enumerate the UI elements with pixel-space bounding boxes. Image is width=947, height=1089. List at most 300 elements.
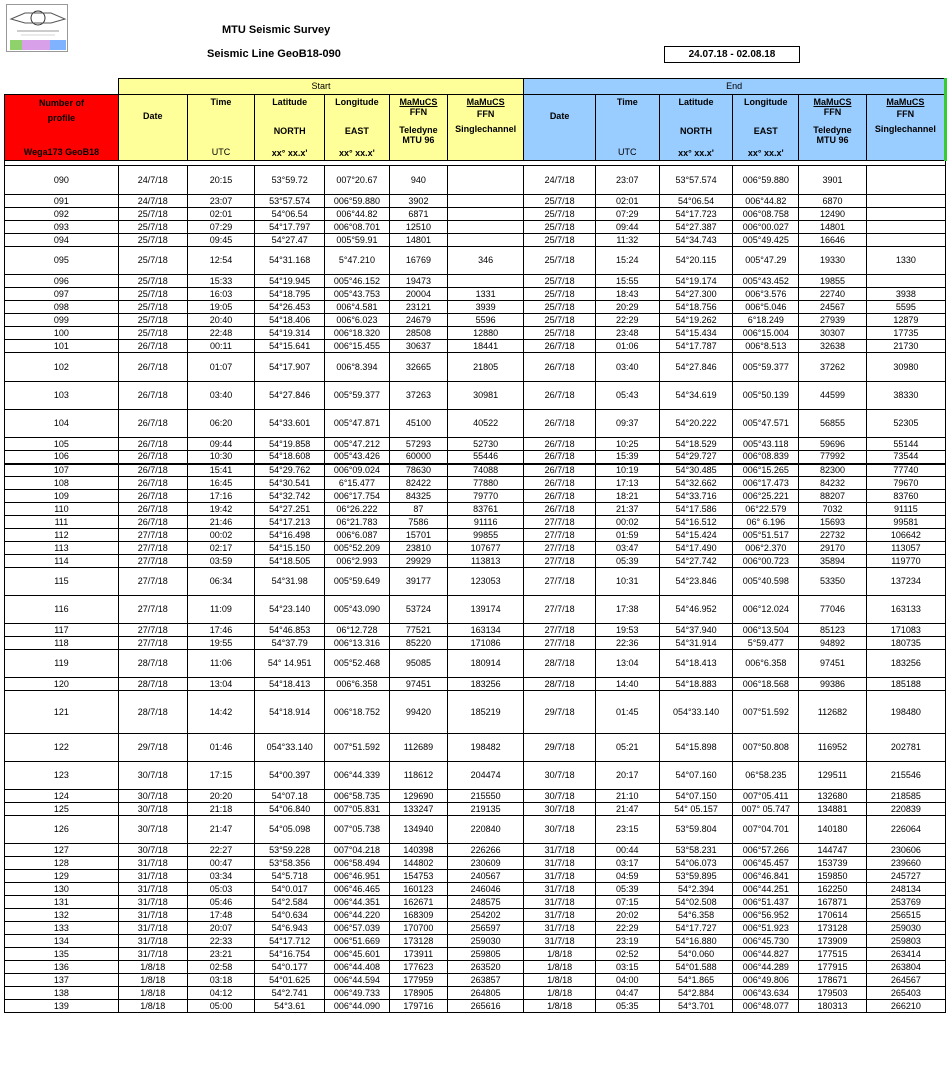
start-latitude-cell: 54°32.742 xyxy=(255,490,325,503)
end-date-cell: 28/7/18 xyxy=(524,650,596,678)
table-row xyxy=(5,922,946,935)
end-date-cell: 27/7/18 xyxy=(524,568,596,596)
end-singlechannel-count-cell: 30980 xyxy=(866,353,945,382)
start-latitude-cell: 54°0.634 xyxy=(255,909,325,922)
end-date-cell: 29/7/18 xyxy=(524,734,596,762)
start-date-cell: 26/7/18 xyxy=(118,340,187,353)
end-time-cell: 00:02 xyxy=(595,516,659,529)
end-date-cell: 24/7/18 xyxy=(524,166,596,195)
start-longitude-cell: 006°44.090 xyxy=(325,1000,390,1013)
end-mtu-count-cell: 153739 xyxy=(799,857,867,870)
end-time-cell: 10:25 xyxy=(595,438,659,451)
table-row xyxy=(5,568,946,596)
start-latitude-cell: 53°59.228 xyxy=(255,844,325,857)
start-latitude-cell: 54°18.795 xyxy=(255,288,325,301)
start-singlechannel-count-cell: 220840 xyxy=(448,816,524,844)
start-singlechannel-count-cell: 12880 xyxy=(448,327,524,340)
end-section-header: End xyxy=(524,79,946,95)
start-date-cell: 26/7/18 xyxy=(118,516,187,529)
start-time-cell: 03:40 xyxy=(187,382,255,410)
start-time-cell: 15:41 xyxy=(187,464,255,477)
start-date-cell: 26/7/18 xyxy=(118,477,187,490)
start-singlechannel-count-cell: 198482 xyxy=(448,734,524,762)
end-mtu-count-cell: 162250 xyxy=(799,883,867,896)
table-row xyxy=(5,438,946,451)
end-mtu-count-cell: 22732 xyxy=(799,529,867,542)
start-mtu-count-cell: 177959 xyxy=(389,974,447,987)
profile-number-cell: 111 xyxy=(5,516,119,529)
start-longitude-cell: 006°18.320 xyxy=(325,327,390,340)
start-time-cell: 04:12 xyxy=(187,987,255,1000)
end-time-cell: 18:21 xyxy=(595,490,659,503)
start-longitude-cell: 006°09.024 xyxy=(325,464,390,477)
start-singlechannel-count-cell: 265616 xyxy=(448,1000,524,1013)
table-row xyxy=(5,340,946,353)
end-date-cell: 27/7/18 xyxy=(524,637,596,650)
profile-number-cell: 122 xyxy=(5,734,119,762)
table-row xyxy=(5,762,946,790)
start-mtu-count-cell: 173128 xyxy=(389,935,447,948)
start-date-cell: 26/7/18 xyxy=(118,410,187,438)
start-singlechannel-count-cell: 1331 xyxy=(448,288,524,301)
end-time-cell: 03:17 xyxy=(595,857,659,870)
end-date-cell: 30/7/18 xyxy=(524,803,596,816)
start-time-cell: 06:20 xyxy=(187,410,255,438)
end-date-cell: 26/7/18 xyxy=(524,438,596,451)
profile-number-cell: 105 xyxy=(5,438,119,451)
start-mtu-count-cell: 20004 xyxy=(389,288,447,301)
institute-logo xyxy=(6,4,68,52)
start-mtu-count-cell: 12510 xyxy=(389,221,447,234)
start-singlechannel-count-cell: 240567 xyxy=(448,870,524,883)
table-row xyxy=(5,555,946,568)
start-longitude-cell: 006°44.339 xyxy=(325,762,390,790)
end-singlechannel-count-cell: 77740 xyxy=(866,464,945,477)
end-latitude-cell: 54°29.727 xyxy=(659,451,733,464)
start-singlechannel-count-cell: 226266 xyxy=(448,844,524,857)
start-singlechannel-count-cell: 230609 xyxy=(448,857,524,870)
start-date-cell: 30/7/18 xyxy=(118,790,187,803)
end-singlechannel-count-cell: 259803 xyxy=(866,935,945,948)
start-time-cell: 00:11 xyxy=(187,340,255,353)
start-date-cell: 28/7/18 xyxy=(118,650,187,678)
end-singlechannel-count-cell xyxy=(866,208,945,221)
start-date-cell: 1/8/18 xyxy=(118,974,187,987)
start-longitude-cell: 006°08.701 xyxy=(325,221,390,234)
header-end-latitude: Latitude NORTH xx° xx.x' xyxy=(659,95,733,161)
start-latitude-cell: 54°19.314 xyxy=(255,327,325,340)
end-singlechannel-count-cell: 180735 xyxy=(866,637,945,650)
start-time-cell: 20:20 xyxy=(187,790,255,803)
table-row xyxy=(5,490,946,503)
end-time-cell: 01:45 xyxy=(595,691,659,734)
end-singlechannel-count-cell: 171083 xyxy=(866,624,945,637)
table-row xyxy=(5,678,946,691)
end-mtu-count-cell: 22740 xyxy=(799,288,867,301)
profile-number-cell: 106 xyxy=(5,451,119,464)
start-longitude-cell: 007°20.67 xyxy=(325,166,390,195)
end-longitude-cell: 005°50.139 xyxy=(733,382,799,410)
table-row xyxy=(5,1000,946,1013)
table-row xyxy=(5,844,946,857)
profile-number-cell: 124 xyxy=(5,790,119,803)
table-row xyxy=(5,208,946,221)
start-longitude-cell: 006°13.316 xyxy=(325,637,390,650)
start-time-cell: 01:46 xyxy=(187,734,255,762)
table-row xyxy=(5,529,946,542)
end-time-cell: 10:31 xyxy=(595,568,659,596)
end-longitude-cell: 006°44.251 xyxy=(733,883,799,896)
start-longitude-cell: 006°44.408 xyxy=(325,961,390,974)
start-time-cell: 05:00 xyxy=(187,1000,255,1013)
start-latitude-cell: 54°18.608 xyxy=(255,451,325,464)
end-latitude-cell: 54°06.54 xyxy=(659,195,733,208)
end-singlechannel-count-cell: 239660 xyxy=(866,857,945,870)
corner-blank xyxy=(5,79,119,95)
start-latitude-cell: 54°31.98 xyxy=(255,568,325,596)
start-date-cell: 27/7/18 xyxy=(118,529,187,542)
start-singlechannel-count-cell xyxy=(448,234,524,247)
start-date-cell: 27/7/18 xyxy=(118,555,187,568)
end-longitude-cell: 006°44.827 xyxy=(733,948,799,961)
end-longitude-cell: 006°17.473 xyxy=(733,477,799,490)
end-latitude-cell: 54°18.756 xyxy=(659,301,733,314)
start-longitude-cell: 06°26.222 xyxy=(325,503,390,516)
start-longitude-cell: 006°45.601 xyxy=(325,948,390,961)
end-time-cell: 15:55 xyxy=(595,275,659,288)
end-longitude-cell: 006°00.027 xyxy=(733,221,799,234)
end-singlechannel-count-cell: 215546 xyxy=(866,762,945,790)
end-date-cell: 27/7/18 xyxy=(524,529,596,542)
start-mtu-count-cell: 177623 xyxy=(389,961,447,974)
header-end-time: Time UTC xyxy=(595,95,659,161)
end-date-cell: 25/7/18 xyxy=(524,275,596,288)
end-date-cell: 26/7/18 xyxy=(524,353,596,382)
start-latitude-cell: 53°59.72 xyxy=(255,166,325,195)
start-date-cell: 26/7/18 xyxy=(118,503,187,516)
end-singlechannel-count-cell: 263414 xyxy=(866,948,945,961)
end-date-cell: 26/7/18 xyxy=(524,464,596,477)
profile-number-cell: 096 xyxy=(5,275,119,288)
start-mtu-count-cell: 134940 xyxy=(389,816,447,844)
start-longitude-cell: 6°15.477 xyxy=(325,477,390,490)
table-row xyxy=(5,477,946,490)
end-time-cell: 23:15 xyxy=(595,816,659,844)
start-singlechannel-count-cell: 79770 xyxy=(448,490,524,503)
start-date-cell: 31/7/18 xyxy=(118,870,187,883)
start-mtu-count-cell: 173911 xyxy=(389,948,447,961)
start-time-cell: 03:34 xyxy=(187,870,255,883)
start-latitude-cell: 54°16.754 xyxy=(255,948,325,961)
start-mtu-count-cell: 30637 xyxy=(389,340,447,353)
end-time-cell: 23:48 xyxy=(595,327,659,340)
end-time-cell: 05:39 xyxy=(595,555,659,568)
profile-number-cell: 091 xyxy=(5,195,119,208)
end-latitude-cell: 54°20.115 xyxy=(659,247,733,275)
end-longitude-cell: 06°22.579 xyxy=(733,503,799,516)
start-time-cell: 00:02 xyxy=(187,529,255,542)
start-mtu-count-cell: 160123 xyxy=(389,883,447,896)
start-latitude-cell: 54°19.858 xyxy=(255,438,325,451)
table-row xyxy=(5,987,946,1000)
start-latitude-cell: 54°37.79 xyxy=(255,637,325,650)
start-time-cell: 09:45 xyxy=(187,234,255,247)
end-time-cell: 11:32 xyxy=(595,234,659,247)
start-time-cell: 17:46 xyxy=(187,624,255,637)
start-date-cell: 30/7/18 xyxy=(118,762,187,790)
end-mtu-count-cell: 16646 xyxy=(799,234,867,247)
end-latitude-cell: 54°16.512 xyxy=(659,516,733,529)
start-longitude-cell: 006°2.993 xyxy=(325,555,390,568)
header-start-time: Time UTC xyxy=(187,95,255,161)
start-latitude-cell: 54°26.453 xyxy=(255,301,325,314)
end-date-cell: 25/7/18 xyxy=(524,288,596,301)
start-latitude-cell: 53°57.574 xyxy=(255,195,325,208)
start-date-cell: 30/7/18 xyxy=(118,844,187,857)
end-time-cell: 15:39 xyxy=(595,451,659,464)
end-time-cell: 21:47 xyxy=(595,803,659,816)
end-latitude-cell: 54°18.413 xyxy=(659,650,733,678)
start-latitude-cell: 54°33.601 xyxy=(255,410,325,438)
start-latitude-cell: 54°5.718 xyxy=(255,870,325,883)
start-time-cell: 22:33 xyxy=(187,935,255,948)
end-longitude-cell: 06°58.235 xyxy=(733,762,799,790)
end-singlechannel-count-cell: 3938 xyxy=(866,288,945,301)
end-time-cell: 01:59 xyxy=(595,529,659,542)
start-time-cell: 20:07 xyxy=(187,922,255,935)
header-start-singlechannel: MaMuCS FFN Singlechannel xyxy=(448,95,524,161)
start-singlechannel-count-cell xyxy=(448,208,524,221)
profile-number-cell: 109 xyxy=(5,490,119,503)
end-date-cell: 30/7/18 xyxy=(524,790,596,803)
end-latitude-cell: 54°01.588 xyxy=(659,961,733,974)
start-singlechannel-count-cell: 204474 xyxy=(448,762,524,790)
end-time-cell: 23:07 xyxy=(595,166,659,195)
start-latitude-cell: 54°18.413 xyxy=(255,678,325,691)
profile-number-cell: 132 xyxy=(5,909,119,922)
start-mtu-count-cell: 154753 xyxy=(389,870,447,883)
start-time-cell: 03:59 xyxy=(187,555,255,568)
end-longitude-cell: 006°6.358 xyxy=(733,650,799,678)
end-longitude-cell: 006°43.634 xyxy=(733,987,799,1000)
end-singlechannel-count-cell: 265403 xyxy=(866,987,945,1000)
end-date-cell: 25/7/18 xyxy=(524,301,596,314)
end-date-cell: 31/7/18 xyxy=(524,857,596,870)
end-time-cell: 22:29 xyxy=(595,922,659,935)
end-longitude-cell: 5°59.477 xyxy=(733,637,799,650)
profile-number-cell: 136 xyxy=(5,961,119,974)
start-singlechannel-count-cell: 113813 xyxy=(448,555,524,568)
end-latitude-cell: 54°18.883 xyxy=(659,678,733,691)
end-date-cell: 31/7/18 xyxy=(524,883,596,896)
end-singlechannel-count-cell: 55144 xyxy=(866,438,945,451)
start-latitude-cell: 54°30.541 xyxy=(255,477,325,490)
end-latitude-cell: 54°17.586 xyxy=(659,503,733,516)
end-date-cell: 1/8/18 xyxy=(524,987,596,1000)
start-date-cell: 26/7/18 xyxy=(118,353,187,382)
end-latitude-cell: 54°15.434 xyxy=(659,327,733,340)
profile-number-cell: 095 xyxy=(5,247,119,275)
start-mtu-count-cell: 97451 xyxy=(389,678,447,691)
profile-number-cell: 127 xyxy=(5,844,119,857)
start-mtu-count-cell: 19473 xyxy=(389,275,447,288)
end-singlechannel-count-cell: 202781 xyxy=(866,734,945,762)
end-latitude-cell: 54°31.914 xyxy=(659,637,733,650)
start-date-cell: 31/7/18 xyxy=(118,935,187,948)
start-time-cell: 12:54 xyxy=(187,247,255,275)
end-latitude-cell: 54°30.485 xyxy=(659,464,733,477)
end-mtu-count-cell: 116952 xyxy=(799,734,867,762)
profile-number-cell: 118 xyxy=(5,637,119,650)
start-longitude-cell: 005°59.377 xyxy=(325,382,390,410)
start-date-cell: 1/8/18 xyxy=(118,1000,187,1013)
end-time-cell: 09:44 xyxy=(595,221,659,234)
start-date-cell: 31/7/18 xyxy=(118,883,187,896)
end-time-cell: 02:52 xyxy=(595,948,659,961)
start-singlechannel-count-cell: 40522 xyxy=(448,410,524,438)
end-longitude-cell: 005°59.377 xyxy=(733,353,799,382)
start-singlechannel-count-cell: 99855 xyxy=(448,529,524,542)
end-longitude-cell: 007°50.808 xyxy=(733,734,799,762)
start-time-cell: 05:03 xyxy=(187,883,255,896)
start-mtu-count-cell: 7586 xyxy=(389,516,447,529)
end-mtu-count-cell: 173128 xyxy=(799,922,867,935)
end-mtu-count-cell: 12490 xyxy=(799,208,867,221)
start-singlechannel-count-cell xyxy=(448,195,524,208)
start-longitude-cell: 007°05.831 xyxy=(325,803,390,816)
end-mtu-count-cell: 134881 xyxy=(799,803,867,816)
start-longitude-cell: 5°47.210 xyxy=(325,247,390,275)
end-latitude-cell: 54°27.387 xyxy=(659,221,733,234)
end-latitude-cell: 53°59.895 xyxy=(659,870,733,883)
end-singlechannel-count-cell: 218585 xyxy=(866,790,945,803)
end-longitude-cell: 006°2.370 xyxy=(733,542,799,555)
end-singlechannel-count-cell: 198480 xyxy=(866,691,945,734)
end-singlechannel-count-cell: 230606 xyxy=(866,844,945,857)
start-latitude-cell: 54°29.762 xyxy=(255,464,325,477)
end-singlechannel-count-cell: 12879 xyxy=(866,314,945,327)
page-subtitle: Seismic Line GeoB18-090 xyxy=(207,48,341,60)
start-mtu-count-cell: 133247 xyxy=(389,803,447,816)
table-row xyxy=(5,288,946,301)
start-mtu-count-cell: 170700 xyxy=(389,922,447,935)
end-mtu-count-cell: 77992 xyxy=(799,451,867,464)
start-date-cell: 30/7/18 xyxy=(118,816,187,844)
start-longitude-cell: 005°59.649 xyxy=(325,568,390,596)
profile-number-cell: 120 xyxy=(5,678,119,691)
end-latitude-cell: 54°07.150 xyxy=(659,790,733,803)
start-mtu-count-cell: 14801 xyxy=(389,234,447,247)
end-time-cell: 20:02 xyxy=(595,909,659,922)
profile-number-cell: 129 xyxy=(5,870,119,883)
start-mtu-count-cell: 140398 xyxy=(389,844,447,857)
start-singlechannel-count-cell: 219135 xyxy=(448,803,524,816)
profile-number-cell: 100 xyxy=(5,327,119,340)
end-time-cell: 15:24 xyxy=(595,247,659,275)
start-longitude-cell: 006°58.494 xyxy=(325,857,390,870)
table-row xyxy=(5,624,946,637)
start-longitude-cell: 005°43.090 xyxy=(325,596,390,624)
start-singlechannel-count-cell: 83761 xyxy=(448,503,524,516)
table-row xyxy=(5,353,946,382)
end-latitude-cell: 54°06.073 xyxy=(659,857,733,870)
end-longitude-cell: 007°04.701 xyxy=(733,816,799,844)
profile-number-cell: 112 xyxy=(5,529,119,542)
end-mtu-count-cell: 32638 xyxy=(799,340,867,353)
end-longitude-cell: 006°46.841 xyxy=(733,870,799,883)
end-longitude-cell: 006°57.266 xyxy=(733,844,799,857)
end-date-cell: 26/7/18 xyxy=(524,340,596,353)
end-mtu-count-cell: 24567 xyxy=(799,301,867,314)
start-latitude-cell: 54°00.397 xyxy=(255,762,325,790)
start-latitude-cell: 54°3.61 xyxy=(255,1000,325,1013)
start-time-cell: 13:04 xyxy=(187,678,255,691)
start-date-cell: 24/7/18 xyxy=(118,195,187,208)
end-time-cell: 05:21 xyxy=(595,734,659,762)
end-latitude-cell: 54°19.174 xyxy=(659,275,733,288)
table-row xyxy=(5,691,946,734)
profile-number-cell: 134 xyxy=(5,935,119,948)
end-longitude-cell: 06° 6.196 xyxy=(733,516,799,529)
profile-number-cell: 090 xyxy=(5,166,119,195)
seismic-profile-table xyxy=(4,78,947,1013)
start-singlechannel-count-cell: 264805 xyxy=(448,987,524,1000)
start-time-cell: 23:07 xyxy=(187,195,255,208)
end-latitude-cell: 54°15.898 xyxy=(659,734,733,762)
table-row xyxy=(5,275,946,288)
start-longitude-cell: 006°58.735 xyxy=(325,790,390,803)
start-date-cell: 29/7/18 xyxy=(118,734,187,762)
start-mtu-count-cell: 78630 xyxy=(389,464,447,477)
table-row xyxy=(5,464,946,477)
end-latitude-cell: 54°34.743 xyxy=(659,234,733,247)
end-mtu-count-cell: 94892 xyxy=(799,637,867,650)
table-row xyxy=(5,857,946,870)
start-singlechannel-count-cell: 21805 xyxy=(448,353,524,382)
profile-number-cell: 115 xyxy=(5,568,119,596)
end-singlechannel-count-cell: 17735 xyxy=(866,327,945,340)
end-time-cell: 20:29 xyxy=(595,301,659,314)
start-date-cell: 25/7/18 xyxy=(118,314,187,327)
end-mtu-count-cell: 129511 xyxy=(799,762,867,790)
start-longitude-cell: 006°6.358 xyxy=(325,678,390,691)
profile-number-cell: 133 xyxy=(5,922,119,935)
end-time-cell: 07:15 xyxy=(595,896,659,909)
start-singlechannel-count-cell: 183256 xyxy=(448,678,524,691)
start-singlechannel-count-cell: 259030 xyxy=(448,935,524,948)
end-latitude-cell: 54°0.060 xyxy=(659,948,733,961)
start-longitude-cell: 007°04.218 xyxy=(325,844,390,857)
end-longitude-cell: 006°15.004 xyxy=(733,327,799,340)
end-time-cell: 03:47 xyxy=(595,542,659,555)
table-row xyxy=(5,503,946,516)
end-mtu-count-cell: 173909 xyxy=(799,935,867,948)
end-mtu-count-cell: 35894 xyxy=(799,555,867,568)
header-profile-number: Number of profile Wega173 GeoB18 xyxy=(5,95,119,161)
start-mtu-count-cell: 99420 xyxy=(389,691,447,734)
table-row xyxy=(5,896,946,909)
start-singlechannel-count-cell: 77880 xyxy=(448,477,524,490)
start-mtu-count-cell: 84325 xyxy=(389,490,447,503)
start-mtu-count-cell: 940 xyxy=(389,166,447,195)
start-mtu-count-cell: 178905 xyxy=(389,987,447,1000)
end-time-cell: 13:04 xyxy=(595,650,659,678)
start-mtu-count-cell: 23810 xyxy=(389,542,447,555)
end-longitude-cell: 006°51.923 xyxy=(733,922,799,935)
end-latitude-cell: 54°17.490 xyxy=(659,542,733,555)
start-singlechannel-count-cell: 5596 xyxy=(448,314,524,327)
end-longitude-cell: 006°8.513 xyxy=(733,340,799,353)
